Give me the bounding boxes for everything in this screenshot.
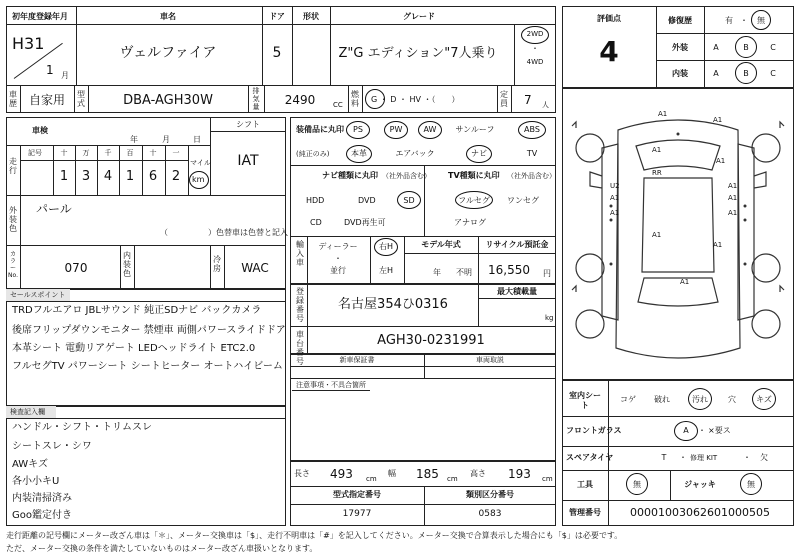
navi-dvd-play: DVD再生可 [344,218,386,227]
mileage-digit: 2 [171,169,181,184]
glass-a: A [683,426,689,435]
model-year-label: モデル年式 [421,240,461,249]
digit-note: 記号 [28,149,42,157]
door-label: ドア [269,12,285,21]
car-name: ヴェルファイア [119,45,217,61]
height-cm: cm [542,475,553,483]
fuel-options: G ・ D ・ HV ・（ ） [371,95,460,104]
shape-label: 形状 [303,12,319,21]
aircon: WAC [241,261,269,275]
damage-mark: A1 [680,278,690,286]
recycle-value: 16,550 [488,263,530,277]
warranty-label: 新車保証書 [339,356,375,364]
exterior-color-label: 外装色 [9,206,17,233]
drive-dot: ・ [531,44,539,53]
model-year-unknown: 不明 [456,268,472,277]
type-no-label: 型式指定番号 [333,490,381,499]
capacity-unit: 人 [542,101,549,109]
interior-grade-b: B [743,69,749,78]
equip-pw: PW [389,125,403,134]
mileage-label: 走行 [9,157,17,175]
spare-kit: 修理 KIT [690,454,718,462]
exterior-color: パール [36,202,72,216]
usage-label: 車歴 [9,90,17,108]
mileage-digit: 3 [81,169,91,184]
navi-note: （社外品含む） [382,172,431,180]
digit-header: 十 [149,149,157,157]
grade-label: グレード [403,12,435,21]
registration-value: 名古屋354ひ0316 [338,297,448,312]
digit-header: 十 [60,149,68,157]
cc-unit: CC [333,101,343,109]
mile-label: マイル [190,159,211,167]
damage-mark: A1 [713,241,723,249]
inspection-day: 日 [193,135,201,144]
damage-mark: U2 [610,182,620,190]
sales-line: フルセグTV パワーシート シートヒーター オートハイビーム [12,361,283,372]
damage-mark: A1 [610,194,620,202]
spare-t: T [661,453,667,462]
tv-fullseg: フルセグ [458,196,490,205]
repair-label: 修復歴 [668,16,692,25]
max-load-kg: kg [545,314,554,322]
shift-label: シフト [236,120,260,129]
height-value: 193 [508,467,531,481]
inspector-line: Goo鑑定付き [12,510,72,521]
digit-header: 百 [126,149,134,157]
inspection-month: 月 [162,135,170,144]
manage-value: 0000100306260100050​5 [630,506,770,519]
model: DBA-AGH30W [123,93,213,108]
repair-dot: ・ [740,16,748,25]
inspector-label: 検査記入欄 [10,408,45,416]
equipment-label: 装備品に丸印 [296,125,344,134]
seat-burn: コゲ [620,395,636,404]
damage-mark: A1 [658,110,668,118]
capacity-label: 定員 [500,90,508,108]
inspection-year: 年 [130,135,138,144]
year-value: H31 [12,34,45,53]
sales-line: 後席フリップダウンモニター 禁煙車 両側パワースライドドア [12,325,286,336]
equip-leather: 本革 [351,149,367,158]
type-no: 17977 [342,509,372,519]
seat-tear: 破れ [654,395,670,404]
tools-label: 工具 [577,480,593,489]
manage-label: 管理番号 [569,508,601,517]
grade: Z"G エディション"7人乗り [338,46,498,61]
inspector-line: ハンドル・シフト・トリムスレ [12,422,152,433]
usage: 自家用 [28,93,66,107]
tv-label: TV種類に丸印 [448,171,500,180]
chassis-value: AGH30-0231991 [377,333,485,348]
inspector-line: 各小小キU [12,476,60,487]
equip-airbag: エアバック [395,149,435,158]
interior-color-label: 内装色 [123,251,131,278]
month-value: 1 [46,63,54,77]
score-value: 4 [599,35,619,68]
jack-label: ジャッキ [684,480,716,489]
navi-label: ナビ種類に丸印 [322,171,378,180]
model-label: 型式 [77,90,85,108]
tools-value: 無 [633,480,641,489]
tv-oneseg: ワンセグ [507,196,539,205]
exterior-label: 外装 [672,43,688,52]
width-label: 幅 [388,469,396,478]
navi-hdd: HDD [306,196,325,205]
width-value: 185 [416,467,439,481]
damage-mark: A1 [728,194,738,202]
damage-mark: A1 [713,116,723,124]
length-label: 長さ [294,469,310,478]
import-dealer: ディーラー [318,242,358,251]
capacity: 7 [524,93,532,107]
displacement: 2490 [284,93,316,107]
equip-ps: PS [353,125,363,134]
width-cm: cm [447,475,458,483]
notes-label: 注意事項・不具合箇所 [296,381,366,389]
exterior-color-note: （ ）色替車は色替と記入 [160,228,288,237]
repair-no: 無 [757,16,765,25]
length-value: 493 [330,467,353,481]
import-right: 右H [378,242,394,251]
damage-mark: A1 [716,157,726,165]
damage-mark: A1 [652,146,662,154]
import-left: 左H [378,266,394,275]
notes-block [290,354,556,461]
equip-tv: TV [526,149,538,158]
registration-label: 登録番号 [296,287,304,323]
chassis-label: 車台番号 [296,330,304,366]
recycle-yen: 円 [543,269,551,278]
sales-line: 本革シート 電動リアゲート LEDヘッドライト ETC2.0 [12,343,256,354]
inspector-line: シートスレ・シワ [12,441,92,452]
import-dot: ・ [334,254,342,263]
year-label: 初年度登録年月 [12,12,68,21]
jack-value: 無 [747,480,755,489]
navi-cd: CD [310,218,322,227]
glass-dot: ・ [698,426,706,435]
damage-mark: A1 [652,231,662,239]
class-no: 0583 [478,509,502,519]
interior-label: 内装 [672,69,688,78]
seat-scratch: キズ [756,395,772,404]
length-cm: cm [366,475,377,483]
equip-navi: ナビ [471,149,487,158]
drive-4wd: 4WD [526,58,544,66]
equip-aw: AW [423,125,437,134]
repair-yes: 有 [725,16,733,25]
damage-mark: RR [652,169,662,177]
sales-line: TRDフルエアロ JBLサウンド 純正SDナビ バックカメラ [12,305,262,316]
color-no-label: カラーNo. [8,251,18,279]
shift-value: IAT [237,153,259,169]
fuel-label: 燃料 [351,90,359,108]
inspector-line: AWキズ [12,459,48,470]
equip-abs: ABS [524,125,540,134]
glass-label: フロントガラス [566,426,622,435]
tv-analog: アナログ [454,218,486,227]
doors: 5 [272,45,282,61]
height-label: 高さ [470,469,486,478]
class-no-label: 類別区分番号 [466,490,514,499]
displacement-label: 排気量 [252,87,260,111]
mileage-digit: 4 [103,169,113,184]
recycle-label: リサイクル預託金 [485,240,549,249]
seat-stain: 汚れ [692,395,708,404]
inspection-label: 車検 [32,126,48,135]
mileage-digit: 1 [59,169,69,184]
exterior-grade-a: A [713,43,719,52]
glass-replace: ×要ス [708,426,731,435]
score-label: 評価点 [597,14,621,23]
color-no: 070 [64,261,88,275]
spare-missing: 欠 [760,453,768,462]
mileage-digit: 6 [148,169,158,184]
digit-header: 一 [172,149,180,157]
equip-sunroof: サンルーフ [455,125,495,134]
damage-mark: A1 [728,182,738,190]
import-label: 輸入車 [296,240,304,267]
exterior-grade-c: C [770,43,776,52]
interior-grade-a: A [713,69,719,78]
sales-points-label: セールスポイント [10,291,66,299]
model-year-unit: 年 [433,268,441,277]
mileage-digit: 1 [125,169,135,184]
spare-dot: ・ [679,453,687,462]
equipment-note: (純正のみ) [296,150,330,158]
max-load-label: 最大積載量 [497,287,537,296]
interior-grade-c: C [770,69,776,78]
navi-dvd: DVD [358,196,376,205]
footer-line2: ただ、メーター交換の条件を満たしていないものはメーター改ざん車扱いとなります。 [6,544,318,553]
damage-mark: A1 [728,209,738,217]
exterior-grade-b: B [743,43,749,52]
aircon-label: 冷房 [213,255,221,273]
digit-header: 千 [104,149,112,157]
drive-2wd: 2WD [526,30,544,38]
manual-label: 車両取説 [476,356,504,364]
damage-mark: A1 [610,209,620,217]
car-diagram-svg [562,88,794,380]
spare-label: スペアタイヤ [566,453,614,462]
tv-note: （社外品含む） [507,172,556,180]
km-unit: km [192,175,205,184]
navi-sd: SD [403,196,415,205]
seat-hole: 穴 [728,395,736,404]
digit-header: 万 [82,149,90,157]
inspector-line: 内装清掃済み [12,493,72,504]
footer-line1: 走行距離の記号欄にメーター改ざん車は「＊」、メーター交換車は「$」、走行不明車は「#」を記入してください。メーター交換で合算表示した場合にも「$」は必要です。 [6,531,623,540]
seat-label: 室内シート [569,391,601,410]
spare-dot2: ・ [743,453,751,462]
month-unit: 月 [61,71,69,80]
import-parallel: 並行 [330,266,346,275]
car-name-label: 車名 [160,12,176,21]
